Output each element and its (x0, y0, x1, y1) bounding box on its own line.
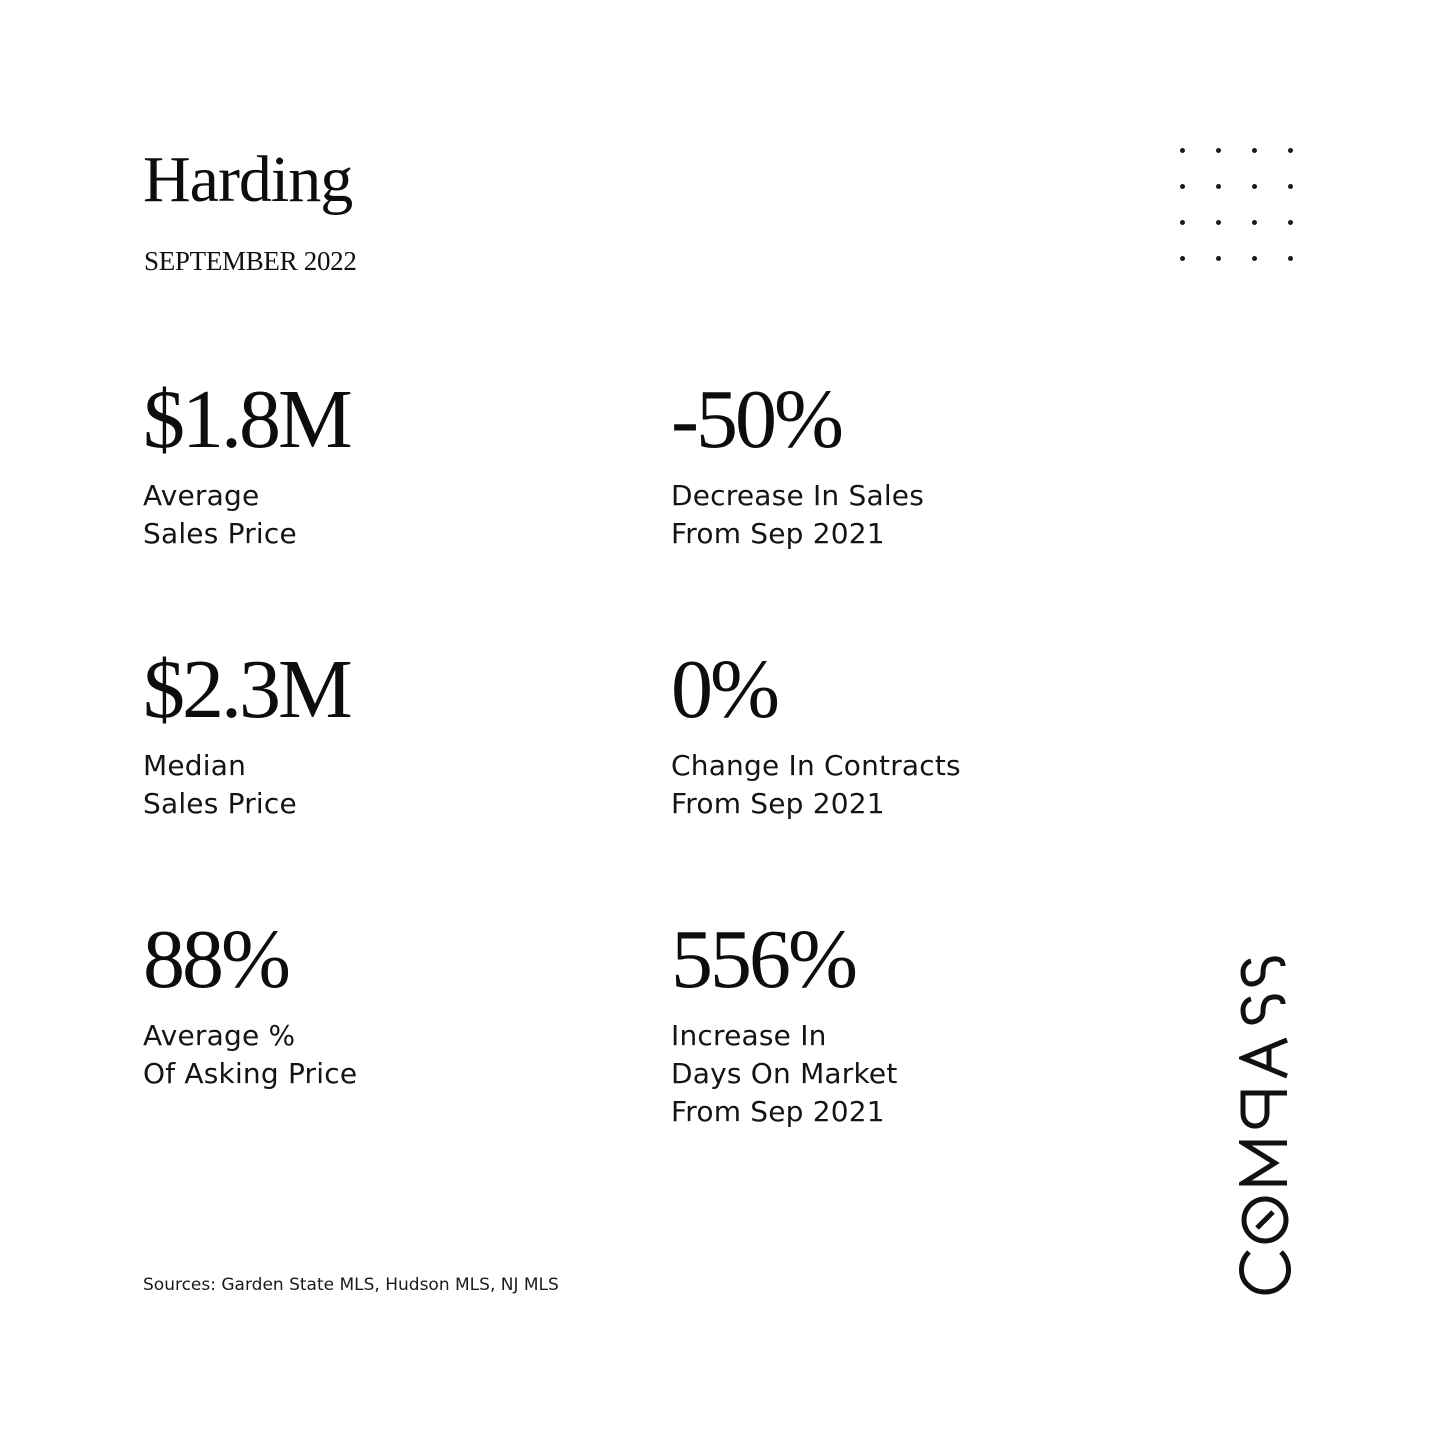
stat-average-percent-of-asking (143, 915, 357, 1093)
stat-label-line: Change In Contracts (671, 749, 961, 782)
dot-grid-dot (1180, 184, 1185, 189)
stat-value: 556% (671, 913, 855, 1006)
compass-logo (1239, 956, 1293, 1296)
stat-label-line: From Sep 2021 (671, 517, 885, 550)
stat-increase-in-days-on-market (671, 915, 898, 1131)
stat-value: 0% (671, 643, 777, 736)
logo-letter-c (1242, 1252, 1289, 1292)
stat-label-line: Average % (143, 1019, 296, 1052)
stat-label (671, 1017, 898, 1131)
stat-label-line: Of Asking Price (143, 1057, 358, 1090)
logo-letter-s2 (1243, 997, 1283, 1022)
dot-grid-dot (1180, 220, 1185, 225)
dot-grid-dot (1288, 220, 1293, 225)
dot-grid-dot (1252, 256, 1257, 261)
dot-grid-dot (1216, 220, 1221, 225)
stat-label-line: Decrease In Sales (671, 479, 925, 512)
page-title: Harding (143, 143, 353, 216)
dot-grid-dot (1288, 184, 1293, 189)
dot-grid-dot (1180, 256, 1185, 261)
dot-grid-dot (1180, 148, 1185, 153)
sources-note: Sources: Garden State MLS, Hudson MLS, NJ MLS (143, 1275, 559, 1295)
stat-label (143, 477, 350, 553)
compass-logo-mark (1239, 956, 1293, 1296)
dot-grid-dot (1252, 184, 1257, 189)
stat-label-line: Sales Price (143, 787, 297, 820)
stat-label-line: Median (143, 749, 247, 782)
stat-label (671, 747, 961, 823)
logo-letter-a (1243, 1040, 1287, 1076)
stat-decrease-in-sales (671, 375, 924, 553)
stat-label (143, 747, 350, 823)
logo-letter-s1 (1243, 959, 1283, 984)
stat-change-in-contracts (671, 645, 961, 823)
dot-grid-dot (1216, 184, 1221, 189)
stat-median-sales-price (143, 645, 350, 823)
stat-label (671, 477, 924, 553)
dot-grid-dot (1252, 148, 1257, 153)
logo-needle (1257, 1212, 1273, 1228)
stat-value: $2.3M (143, 643, 350, 736)
stat-value: 88% (143, 913, 288, 1006)
stat-label-line: Days On Market (671, 1057, 898, 1090)
dot-grid-dot (1288, 148, 1293, 153)
dot-grid-dot (1216, 256, 1221, 261)
stat-label-line: Sales Price (143, 517, 297, 550)
stat-average-sales-price (143, 375, 350, 553)
stat-label-line: From Sep 2021 (671, 1095, 885, 1128)
dot-grid-icon (1174, 141, 1298, 265)
page-subtitle: SEPTEMBER 2022 (144, 246, 357, 276)
dot-grid-dot (1216, 148, 1221, 153)
stat-label (143, 1017, 357, 1093)
stat-value: $1.8M (143, 373, 350, 466)
stat-label-line: From Sep 2021 (671, 787, 885, 820)
dot-grid-dot (1288, 256, 1293, 261)
stat-label-line: Increase In (671, 1019, 827, 1052)
logo-letter-m (1243, 1143, 1287, 1183)
stat-value: -50% (671, 373, 841, 466)
dot-grid-dot (1252, 220, 1257, 225)
stat-label-line: Average (143, 479, 260, 512)
logo-letter-p (1243, 1093, 1287, 1126)
